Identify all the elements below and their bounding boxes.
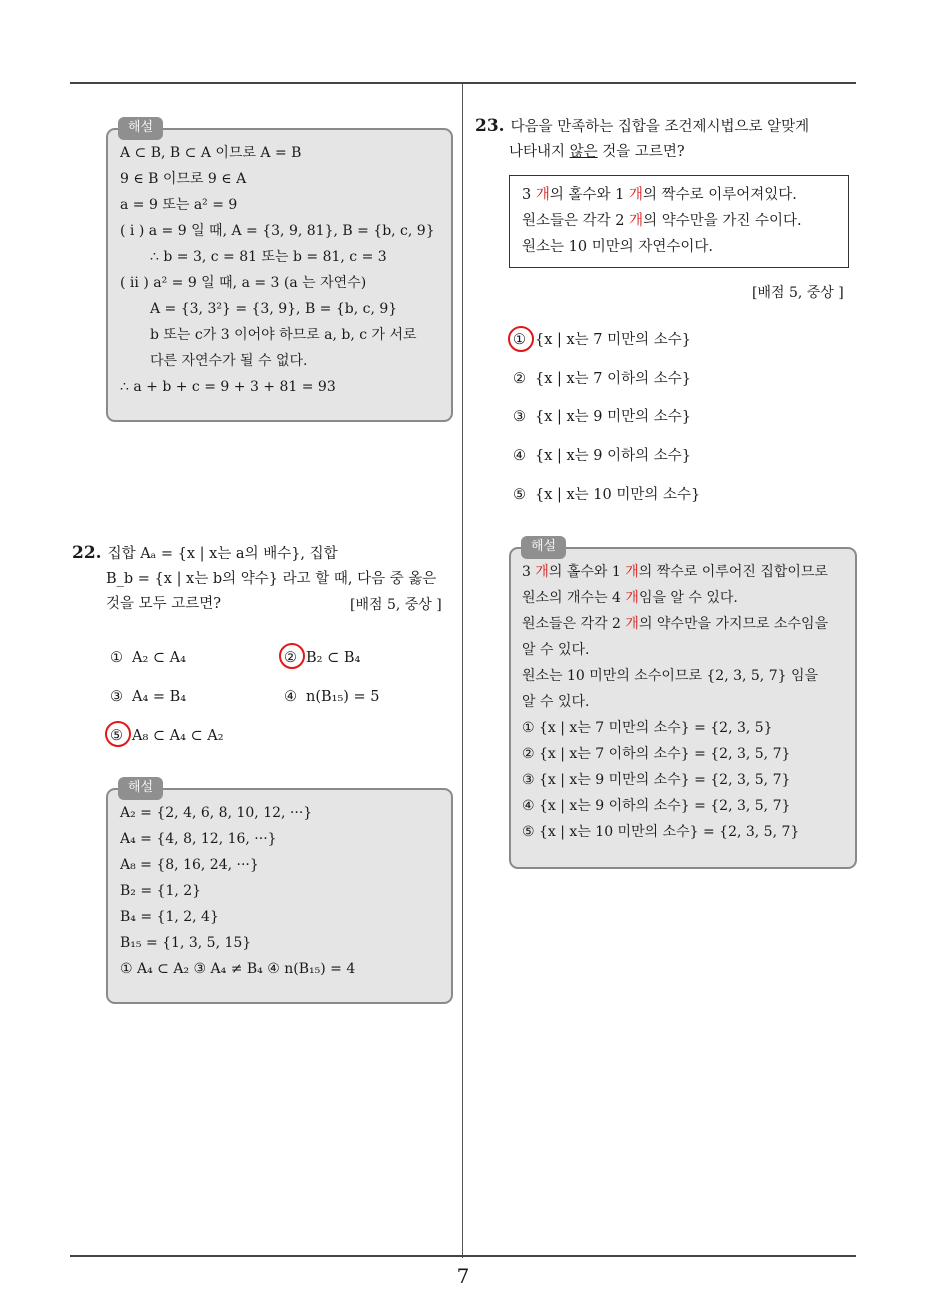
question-number: 22. bbox=[72, 543, 102, 563]
option-23-3[interactable]: ③ {x | x는 9 미만의 소수} bbox=[513, 409, 692, 425]
question-number: 23. bbox=[475, 116, 505, 136]
option-22-5[interactable]: ⑤ A₈ ⊂ A₄ ⊂ A₂ bbox=[110, 728, 224, 744]
option-22-2[interactable]: ② B₂ ⊂ B₄ bbox=[284, 650, 361, 666]
solution-line: 원소들은 각각 2 개의 약수만을 가지므로 소수임을 bbox=[522, 616, 829, 632]
points-label: [배점 5, 중상 ] bbox=[350, 597, 442, 613]
solution-line: A₄ = {4, 8, 12, 16, ···} bbox=[120, 831, 277, 847]
question-23 bbox=[475, 114, 855, 165]
solution-line: ② {x | x는 7 이하의 소수} = {2, 3, 5, 7} bbox=[522, 746, 791, 762]
solution-line: 알 수 있다. bbox=[522, 694, 590, 710]
solution-line: ( ii ) a² = 9 일 때, a = 3 (a 는 자연수) bbox=[120, 275, 367, 291]
solution-line: ① {x | x는 7 미만의 소수} = {2, 3, 5} bbox=[522, 720, 773, 736]
question-text: 나타내지 않은 것을 고르면? bbox=[509, 144, 685, 160]
solution-line: B₂ = {1, 2} bbox=[120, 883, 202, 899]
answer-circle-mark bbox=[105, 721, 131, 747]
solution-line: a = 9 또는 a² = 9 bbox=[120, 197, 238, 213]
option-23-4[interactable]: ④ {x | x는 9 이하의 소수} bbox=[513, 448, 692, 464]
condition-line: 원소들은 각각 2 개의 약수만을 가진 수이다. bbox=[522, 213, 802, 229]
answer-circle-mark bbox=[279, 643, 305, 669]
option-22-3[interactable]: ③ A₄ = B₄ bbox=[110, 689, 187, 705]
solution-line: 알 수 있다. bbox=[522, 642, 590, 658]
condition-line: 원소는 10 미만의 자연수이다. bbox=[522, 239, 713, 255]
solution-line: 원소의 개수는 4 개임을 알 수 있다. bbox=[522, 590, 738, 606]
solution-line: ⑤ {x | x는 10 미만의 소수} = {2, 3, 5, 7} bbox=[522, 824, 800, 840]
page-number: 7 bbox=[456, 1264, 470, 1288]
solution-line: ③ {x | x는 9 미만의 소수} = {2, 3, 5, 7} bbox=[522, 772, 791, 788]
option-23-5[interactable]: ⑤ {x | x는 10 미만의 소수} bbox=[513, 487, 701, 503]
solution-line: A ⊂ B, B ⊂ A 이므로 A = B bbox=[120, 145, 302, 161]
answer-circle-mark bbox=[508, 326, 534, 352]
solution-tag: 해설 bbox=[118, 777, 163, 800]
solution-line: ∴ b = 3, c = 81 또는 b = 81, c = 3 bbox=[150, 249, 387, 265]
solution-line: ④ {x | x는 9 이하의 소수} = {2, 3, 5, 7} bbox=[522, 798, 791, 814]
points-label: [배점 5, 중상 ] bbox=[752, 285, 844, 301]
question-text: 집합 Aₐ = {x | x는 a의 배수}, 집합 bbox=[107, 546, 338, 562]
solution-line: 3 개의 홀수와 1 개의 짝수로 이루어진 집합이므로 bbox=[522, 564, 828, 580]
question-text: 것을 모두 고르면? bbox=[106, 596, 222, 612]
solution-line: B₁₅ = {1, 3, 5, 15} bbox=[120, 935, 252, 951]
solution-box-21 bbox=[106, 120, 453, 422]
question-text: B_b = {x | x는 b의 약수} 라고 할 때, 다음 중 옳은 bbox=[106, 571, 437, 587]
column-divider bbox=[462, 84, 463, 1258]
solution-line: A₂ = {2, 4, 6, 8, 10, 12, ···} bbox=[120, 805, 313, 821]
solution-line: ① A₄ ⊂ A₂ ③ A₄ ≠ B₄ ④ n(B₁₅) = 4 bbox=[120, 961, 356, 977]
solution-box-23 bbox=[509, 539, 857, 869]
solution-line: B₄ = {1, 2, 4} bbox=[120, 909, 219, 925]
option-22-4[interactable]: ④ n(B₁₅) = 5 bbox=[284, 689, 380, 705]
solution-line: ∴ a + b + c = 9 + 3 + 81 = 93 bbox=[120, 379, 336, 395]
solution-tag: 해설 bbox=[118, 117, 163, 140]
bottom-rule bbox=[70, 1255, 856, 1257]
solution-line: 원소는 10 미만의 소수이므로 {2, 3, 5, 7} 임을 bbox=[522, 668, 819, 684]
solution-tag: 해설 bbox=[521, 536, 566, 559]
option-23-2[interactable]: ② {x | x는 7 이하의 소수} bbox=[513, 371, 692, 387]
solution-line: A = {3, 3²} = {3, 9}, B = {b, c, 9} bbox=[150, 301, 398, 317]
option-23-1[interactable]: ① {x | x는 7 미만의 소수} bbox=[513, 332, 692, 348]
condition-box bbox=[509, 175, 849, 268]
solution-line: 다른 자연수가 될 수 없다. bbox=[150, 353, 308, 369]
option-22-1[interactable]: ① A₂ ⊂ A₄ bbox=[110, 650, 186, 666]
solution-line: 9 ∈ B 이므로 9 ∈ A bbox=[120, 171, 247, 187]
question-text: 다음을 만족하는 집합을 조건제시법으로 알맞게 bbox=[510, 119, 810, 135]
top-rule bbox=[70, 82, 856, 84]
solution-line: b 또는 c가 3 이어야 하므로 a, b, c 가 서로 bbox=[150, 327, 417, 343]
solution-line: A₈ = {8, 16, 24, ···} bbox=[120, 857, 259, 873]
solution-box-22 bbox=[106, 780, 453, 1004]
solution-line: ( i ) a = 9 일 때, A = {3, 9, 81}, B = {b, c, 9} bbox=[120, 223, 435, 239]
condition-line: 3 개의 홀수와 1 개의 짝수로 이루어져있다. bbox=[522, 187, 797, 203]
